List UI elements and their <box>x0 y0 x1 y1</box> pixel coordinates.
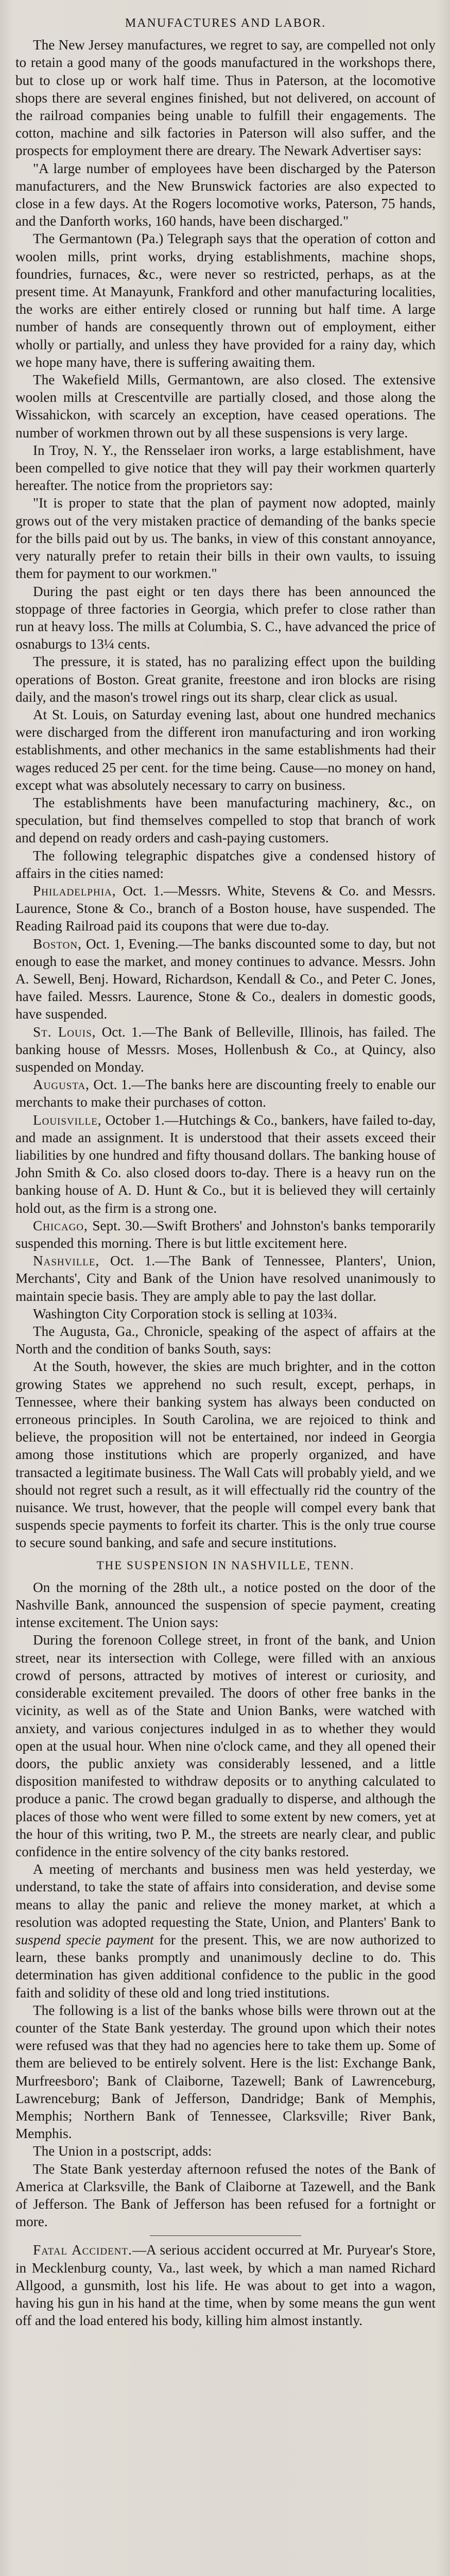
paragraph: The Germantown (Pa.) Telegraph says that the operation of cotton and woolen mills, print works, drying establishments, machine shops, foundries, furnaces, &c., were never so restricted, perhaps, as at the present time. At Manayunk, Frankford and other manufacturing localities, the works are either entirely closed or running but half time. A large number of hands are consequently thrown out of employment, either wholly or partially, and unless they have provided for a rainy day, which we hope many have, there is suffering awaiting them. <box>15 231 436 370</box>
dateline: Philadelphia, <box>33 883 116 899</box>
paragraph: During the forenoon College street, in front of the bank, and Union street, near its intersection with College, were filled with an anxious crowd of persons, attracted by motives of interest or curiosity, and considerable excitement prevailed. The doors of other free banks in the vicinity, as well as of the State and Union Banks, were watched with anxiety, and various conjectures indulged in as to whether they would open at the usual hour. When nine o'clock came, and they all opened their doors, the public anxiety was considerably lessened, and a little disposition manifested to withdraw deposits or to anything calculated to produce a panic. The crowd began gradually to disperse, and although the places of those who went were filled to some extent by new comers, yet at the hour of this writing, two P. M., the streets are nearly clear, and public confidence in the entire solvency of the city banks restored. <box>15 1632 436 1859</box>
article-column <box>15 14 436 2329</box>
paragraph <box>15 1860 436 2002</box>
article-heading: MANUFACTURES AND LABOR. <box>125 16 326 30</box>
paragraph: The Union in a postscript, adds: <box>33 2143 212 2159</box>
dispatch-text: Oct. 1.—Messrs. White, Stevens & Co. and Messrs. Laurence, Stone & Co., branch of a Boston house, have suspended. The Reading Railroad paid its coupons that were due to-day. <box>15 883 436 934</box>
item-heading: Fatal Accident. <box>33 2242 132 2258</box>
dispatch-text: Oct. 1.—The banks here are discounting freely to enable our merchants to make their purchases of cotton. <box>15 1077 436 1110</box>
paragraph: On the morning of the 28th ult., a notice posted on the door of the Nashville Bank, announced the suspension of specie payment, creating intense excitement. The Union says: <box>15 1579 436 1631</box>
paragraph-text: A meeting of merchants and business men was held yesterday, we understand, to take the state of affairs into consideration, and devise some means to allay the panic and relieve the money market, at which a resolution was adopted requesting the State, Union, and Planters' Bank to <box>15 1861 436 1930</box>
paragraph: At the South, however, the skies are much brighter, and in the cotton growing States we apprehend no such result, except, perhaps, in Tennessee, where their banking system has always been conducted on erroneous principles. In South Carolina, we are rejoiced to think and believe, the proposition will not be entertained, nor indeed in Georgia among those institutions which are properly organized, and have transacted a legitimate business. The Wall Cats will probably yield, and we should not regret such a result, as it will effectually rid the country of the nuisance. We trust, however, that the people will compel every bank that suspends specie payments to forfeit its charter. This is the only true course to secure sound banking, and safe and secure institutions. <box>15 1359 436 1551</box>
dateline: Boston, <box>33 936 82 952</box>
paragraph: During the past eight or ten days there has been announced the stoppage of three factories in Georgia, which prefer to close rather than run at heavy loss. The mills at Columbia, S. C., have advanced the price of osnaburgs to 13¼ cents. <box>15 583 436 652</box>
dispatch-boston <box>15 935 436 1023</box>
dateline: Augusta, <box>33 1077 90 1093</box>
dispatch-st-louis <box>15 1023 436 1076</box>
paragraph: The State Bank yesterday afternoon refused the notes of the Bank of America at Clarksville, the Bank of Claiborne at Tazewell, and the Bank of Jefferson. The Bank of Jefferson has been refused for a fortnight or more. <box>15 2161 436 2230</box>
italic-phrase: suspend specie payment <box>15 1931 154 1947</box>
paragraph: At St. Louis, on Saturday evening last, about one hundred mechanics were discharged from the different iron manufacturing and iron working establishments, and other mechanics in the same establishments had their wages reduced 25 per cent. for the time being. Cause—no money on hand, except what was absolutely necessary to carry on business. <box>15 706 436 793</box>
fatal-accident-paragraph <box>15 2241 436 2329</box>
dispatch-text: Oct. 1.—The Bank of Tennessee, Planters', Union, Merchants', City and Bank of the Union have resolved unanimously to maintain specie basis. They are amply able to pay the last dollar. <box>15 1253 436 1304</box>
dateline: Louisville, <box>33 1112 102 1128</box>
paragraph: The New Jersey manufactures, we regret to say, are compelled not only to retain a good many of the goods manufactured in the workshops there, but to close up or work half time. Thus in Paterson, at the locomotive shops there are several engines finished, but not delivered, on account of the railroad companies being unable to fulfill their engagements. The cotton, machine and silk factories in Paterson will also suffer, and the prospects for employment there are dreary. The Newark Advertiser says: <box>15 37 436 159</box>
dispatch-text: Sept. 30.—Swift Brothers' and Johnston's banks temporarily suspended this morning. There is but little excitement here. <box>15 1217 436 1251</box>
quote-paragraph: "A large number of employees have been discharged by the Paterson manufacturers, and the New Brunswick factories are also expected to close in a few days. At the Rogers locomotive works, Paterson, 75 hands, and the Danforth works, 160 hands, have been discharged." <box>15 160 436 229</box>
dispatch-chicago <box>15 1217 436 1252</box>
quote-paragraph: "It is proper to state that the plan of payment now adopted, mainly grows out of the very mistaken practice of demanding of the banks specie for the bills paid out by us. The banks, in view of this constant annoyance, very naturally prefer to retain their bills in their own vaults, to issuing them for payment to our workmen." <box>15 495 436 582</box>
dispatch-louisville <box>15 1111 436 1217</box>
paragraph: The following telegraphic dispatches give a condensed history of affairs in the cities named: <box>15 848 436 881</box>
paragraph: The Augusta, Ga., Chronicle, speaking of the aspect of affairs at the North and the condition of banks South, says: <box>15 1324 436 1357</box>
section-subheading: THE SUSPENSION IN NASHVILLE, TENN. <box>96 1558 355 1572</box>
dispatch-augusta <box>15 1076 436 1111</box>
dispatch-philadelphia <box>15 882 436 935</box>
dispatch-text: Oct. 1, Evening.—The banks discounted some to day, but not enough to ease the market, and money continues to advance. Messrs. John A. Sewell, Benj. Howard, Richardson, Kendall & Co., and Peter C. Jones, have failed. Messrs. Laurence, Stone & Co., dealers in domestic goods, have suspended. <box>15 936 436 1022</box>
paragraph: Washington City Corporation stock is selling at 103¾. <box>33 1306 337 1321</box>
dispatch-nashville <box>15 1252 436 1305</box>
section-divider <box>150 2235 301 2236</box>
dispatch-text: October 1.—Hutchings & Co., bankers, have failed to-day, and made an assignment. It is understood that their assets exceed their liabilities by one hundred and fifty thousand dollars. The banking house of John Smith & Co. also closed doors to-day. There is a heavy run on the banking house of A. D. Hunt & Co., but it is believed they will certainly hold out, as the firm is a strong one. <box>15 1112 436 1216</box>
paragraph-text: for the present. This, we are now authorized to learn, these banks promptly and unanimously decline to do. This determination has given additional confidence to the public in the good faith and solidity of these old and long tried institutions. <box>15 1931 436 2001</box>
paragraph: The pressure, it is stated, has no paralizing effect upon the building operations of Boston. Great granite, freestone and iron blocks are rising daily, and the mason's trowel rings out its sharp, clear click as usual. <box>15 654 436 705</box>
paragraph-text: —A serious accident occurred at Mr. Puryear's Store, in Mecklenburg county, Va., last week, by which a man named Richard Allgood, a gunsmith, lost his life. He was about to get into a wagon, having his gun in his hand at the time, when by some means the gun went off and the load entered his body, killing him almost instantly. <box>15 2242 436 2329</box>
dateline: St. Louis, <box>33 1024 96 1040</box>
paragraph: The following is a list of the banks whose bills were thrown out at the counter of the State Bank yesterday. The ground upon which their notes were refused was that they had no agencies here to take them up. Some of them are believed to be entirely solvent. Here is the list: Exchange Bank, Murfreesboro'; Bank of Claiborne, Tazewell; Bank of Lawrenceburg, Lawrenceburg; Bank of Jefferson, Dandridge; Bank of Memphis, Memphis; Northern Bank of Tennessee, Clarksville; River Bank, Memphis. <box>15 2002 436 2142</box>
dateline: Nashville, <box>33 1253 100 1269</box>
paragraph: The establishments have been manufacturing machinery, &c., on speculation, but find themselves compelled to stop that branch of work and depend on ready orders and cash-paying customers. <box>15 794 436 846</box>
paragraph: The Wakefield Mills, Germantown, are also closed. The extensive woolen mills at Crescentville are partially closed, and those along the Wissahickon, with scarcely an exception, have ceased operations. The number of workmen thrown out by all these suspensions is very large. <box>15 372 436 440</box>
paragraph: In Troy, N. Y., the Rensselaer iron works, a large establishment, have been compelled to give notice that they will pay their workmen quarterly hereafter. The notice from the proprietors say: <box>15 442 436 494</box>
dateline: Chicago, <box>33 1217 88 1233</box>
dispatch-text: Oct. 1.—The Bank of Belleville, Illinois, has failed. The banking house of Messrs. Moses, Hollenbush & Co., at Quincy, also suspended on Monday. <box>15 1024 436 1075</box>
